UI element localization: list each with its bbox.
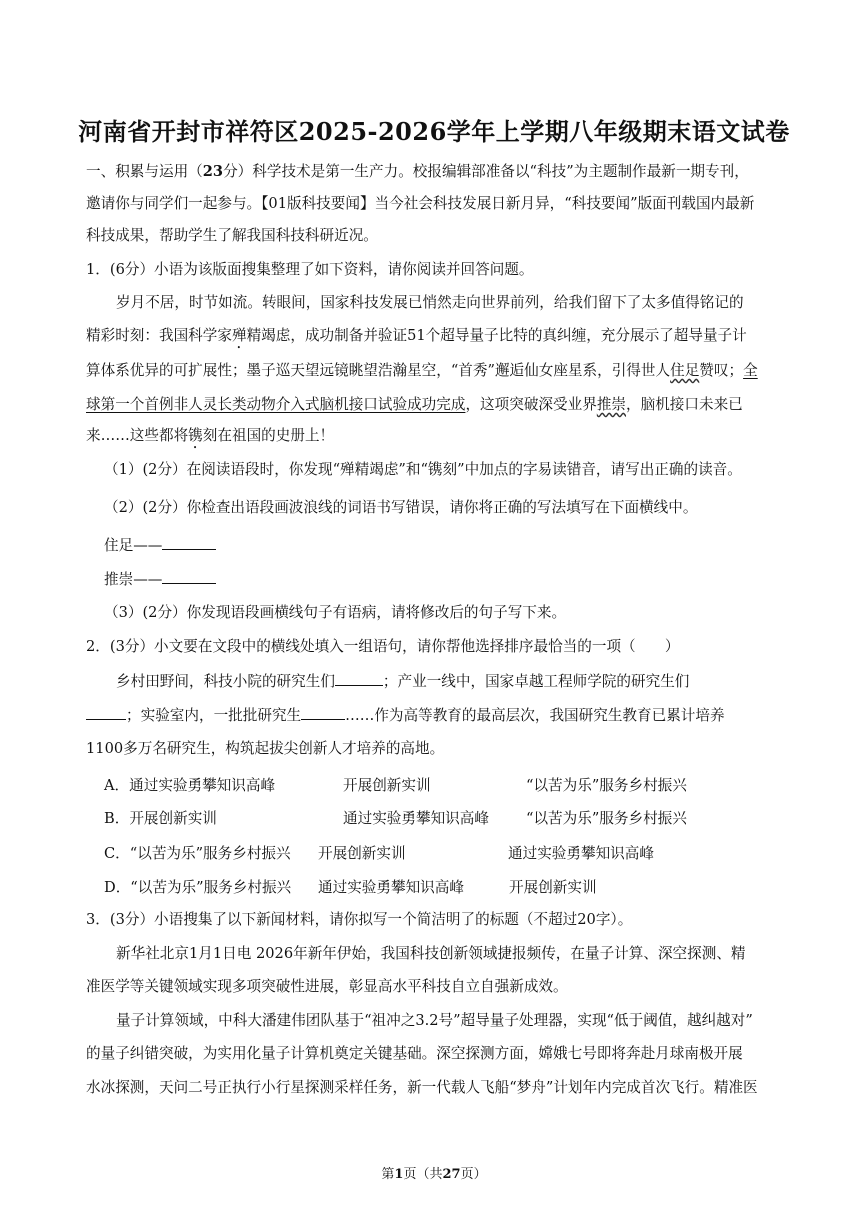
option-a-part-2: 开展创新实训: [343, 777, 431, 794]
news-line: 准医学等关键领域实现多项突破性进展，彰显高水平科技自立自强新成效。: [86, 978, 568, 995]
intro-text: 分）科学技术是第一生产力。校报编辑部准备以“科技”为主题制作最新一期专刊，: [223, 163, 749, 180]
question-3-stem: 3．(3分）小语搜集了以下新闻材料，请你拟写一个简洁明了的标题（不超过20字）。: [86, 911, 633, 928]
answer-blank[interactable]: [162, 535, 216, 550]
passage-line: [86, 326, 747, 352]
passage-line: [86, 705, 725, 726]
section-one-intro-line-3: 科技成果，帮助学生了解我国科技科研近况。: [86, 227, 378, 244]
answer-line-2: [104, 569, 216, 590]
option-a-part-1[interactable]: A．通过实验勇攀知识高峰: [104, 777, 276, 794]
section-score: 23: [202, 163, 224, 180]
answer-blank[interactable]: [162, 569, 216, 584]
option-b-part-3: “以苦为乐”服务乡村振兴: [526, 810, 687, 827]
option-c-part-1[interactable]: C．“以苦为乐”服务乡村振兴: [104, 845, 291, 862]
passage-text: ；产业一线中，国家卓越工程师学院的研究生们: [382, 673, 690, 690]
option-b-part-2: 通过实验勇攀知识高峰: [343, 810, 489, 827]
fill-blank[interactable]: [86, 705, 126, 720]
sub-question-3: （3）(2分）你发现语段画横线句子有语病，请将修改后的句子写下来。: [104, 604, 567, 621]
wavy-underlined-word: 住足: [670, 362, 700, 379]
dotted-character: 殚: [231, 327, 247, 344]
option-a-part-3: “以苦为乐”服务乡村振兴: [526, 777, 687, 794]
passage-text: ，脑机接口未来已: [626, 396, 743, 413]
passage-text: 精竭虑，成功制备并验证51个超导量子比特的真纠缠，充分展示了超导量子计: [246, 327, 747, 344]
news-line: 新华社北京1月1日电 2026年新年伊始，我国科技创新领域捷报频传，在量子计算、深空探测、精: [116, 945, 746, 962]
option-c-part-3: 通过实验勇攀知识高峰: [508, 845, 654, 862]
passage-line: 1100多万名研究生，构筑起拔尖创新人才培养的高地。: [86, 740, 445, 757]
passage-text: ……作为高等教育的最高层次，我国研究生教育已累计培养: [345, 707, 725, 724]
footer-text: 第: [381, 1167, 395, 1182]
footer-text: 页）: [460, 1167, 487, 1182]
page-number: 1: [394, 1167, 404, 1182]
fill-blank[interactable]: [301, 705, 345, 720]
passage-line: [86, 395, 743, 415]
passage-text: ；实验室内，一批批研究生: [126, 707, 302, 724]
question-2-stem: 2．(3分）小文要在文段中的横线处填入一组语句，请你帮他选择排序最恰当的一项（ ）: [86, 638, 680, 655]
passage-line: 岁月不居，时节如流。转眼间，国家科技发展已悄然走向世界前列，给我们留下了太多值得铭记的: [116, 294, 744, 311]
passage-text: 赞叹；: [699, 362, 744, 379]
news-line: 量子计算领域，中科大潘建伟团队基于“祖冲之3.2号”超导量子处理器，实现“低于阈值，越纠越对”: [116, 1012, 753, 1029]
passage-text: 精彩时刻：我国科学家: [86, 327, 232, 344]
wavy-underlined-word: 推崇: [596, 396, 627, 413]
underlined-sentence: 全: [743, 362, 758, 379]
passage-text: 刻在祖国的史册上！: [202, 427, 335, 444]
section-one-intro-line-1: [86, 162, 749, 182]
passage-text: 来……这些都将: [86, 427, 189, 444]
dotted-character: 镌: [188, 427, 203, 444]
fill-blank[interactable]: [335, 671, 383, 686]
sub-question-2: （2）(2分）你检查出语段画波浪线的词语书写错误，请你将正确的写法填写在下面横线中。: [104, 499, 698, 516]
intro-text: 一、积累与运用（: [86, 163, 203, 180]
passage-line: [86, 361, 758, 381]
option-c-part-2: 开展创新实训: [318, 845, 406, 862]
exam-title: 河南省开封市祥符区2025-2026学年上学期八年级期末语文试卷: [78, 117, 790, 146]
option-b-part-1[interactable]: B．开展创新实训: [104, 810, 217, 827]
passage-text: ，这项突破深受业界: [465, 396, 597, 413]
total-pages: 27: [442, 1167, 461, 1182]
news-line: 的量子纠错突破，为实用化量子计算机奠定关键基础。深空探测方面，嫦娥七号即将奔赴月球南极开展: [86, 1045, 743, 1062]
footer-text: 页（共: [403, 1167, 443, 1182]
passage-line: [116, 671, 689, 692]
answer-prompt: 住足——: [104, 537, 163, 554]
page-footer: [0, 1163, 868, 1182]
underlined-sentence: 球第一个首例非人灵长类动物介入式脑机接口试验成功完成: [86, 396, 466, 413]
passage-text: 算体系优异的可扩展性；墨子巡天望远镜眺望浩瀚星空，“首秀”邂逅仙女座星系，引得世人: [86, 362, 671, 379]
section-one-intro-line-2: 邀请你与同学们一起参与。【01版科技要闻】当今社会科技发展日新月异，“科技要闻”版面刊载国内最新: [86, 195, 755, 212]
answer-line-1: [104, 535, 216, 556]
news-line: 水冰探测，天问二号正执行小行星探测采样任务，新一代载人飞船“梦舟”计划年内完成首次飞行。精准医: [86, 1079, 758, 1096]
option-d-part-2: 通过实验勇攀知识高峰: [318, 879, 464, 896]
sub-question-1: （1）(2分）在阅读语段时，你发现“殚精竭虑”和“镌刻”中加点的字易读错音，请写出正确的读音。: [104, 461, 742, 478]
question-1-stem: 1．(6分）小语为该版面搜集整理了如下资料，请你阅读并回答问题。: [86, 261, 534, 278]
option-d-part-3: 开展创新实训: [509, 879, 597, 896]
passage-line: [86, 426, 334, 452]
answer-prompt: 推崇——: [104, 571, 163, 588]
option-d-part-1[interactable]: D．“以苦为乐”服务乡村振兴: [104, 879, 292, 896]
passage-text: 乡村田野间，科技小院的研究生们: [116, 673, 335, 690]
